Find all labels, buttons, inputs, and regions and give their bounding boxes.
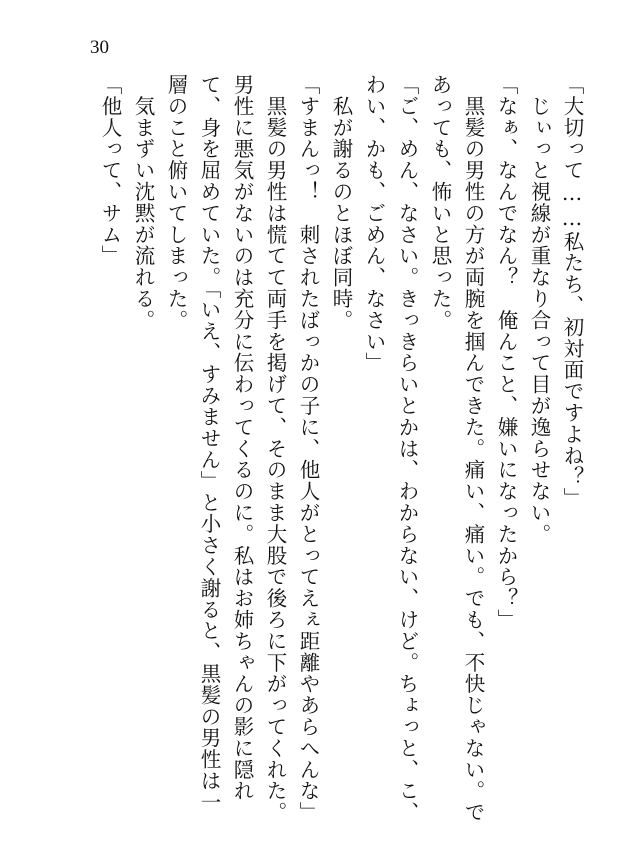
text-line-5: あっても、怖いと思った。 <box>428 74 452 331</box>
text-line-12: て、身を屈めていた。「いえ、すみません」と小さく謝ると、黒髪の男性は一 <box>197 74 221 813</box>
text-line-1: 「大切って……私たち、初対面ですよね？」 <box>560 74 584 509</box>
text-line-14: 気まずい沈黙が流れる。 <box>131 74 155 331</box>
text-line-13: 層のこと俯いてしまった。 <box>164 74 188 331</box>
text-line-11: 男性に悪気がないのは充分に伝わってくるのに。私はお姉ちゃんの影に隠れ <box>230 74 254 802</box>
text-line-8: 私が謝るのとほぼ同時。 <box>329 74 353 331</box>
text-line-3: 「なぁ、なんでなん？ 俺んこと、嫌いになったから？」 <box>494 74 518 631</box>
page-number: 30 <box>90 37 109 58</box>
vertical-text-body <box>86 74 587 823</box>
text-line-10: 黒髪の男性は慌てて両手を掲げて、そのまま大股で後ろに下がってくれた。 <box>263 74 287 823</box>
text-line-6: 「ご、めん、なさい。きっきらいとかは、わからない、けど。ちょっと、こ、 <box>395 74 419 823</box>
text-line-9: 「すまんっ！ 刺されたばっかの子に、他人がとってえぇ距離やあらへんな」 <box>296 74 320 823</box>
text-line-2: じぃっと視線が重なり合って目が逸らせない。 <box>527 74 551 545</box>
text-line-7: わい、かも、ごめん、なさい」 <box>362 74 386 374</box>
text-line-15: 「他人って、サム」 <box>98 74 122 267</box>
text-line-4: 黒髪の男性の方が両腕を掴んできた。痛い、痛い。でも、不快じゃない。で <box>461 74 485 823</box>
